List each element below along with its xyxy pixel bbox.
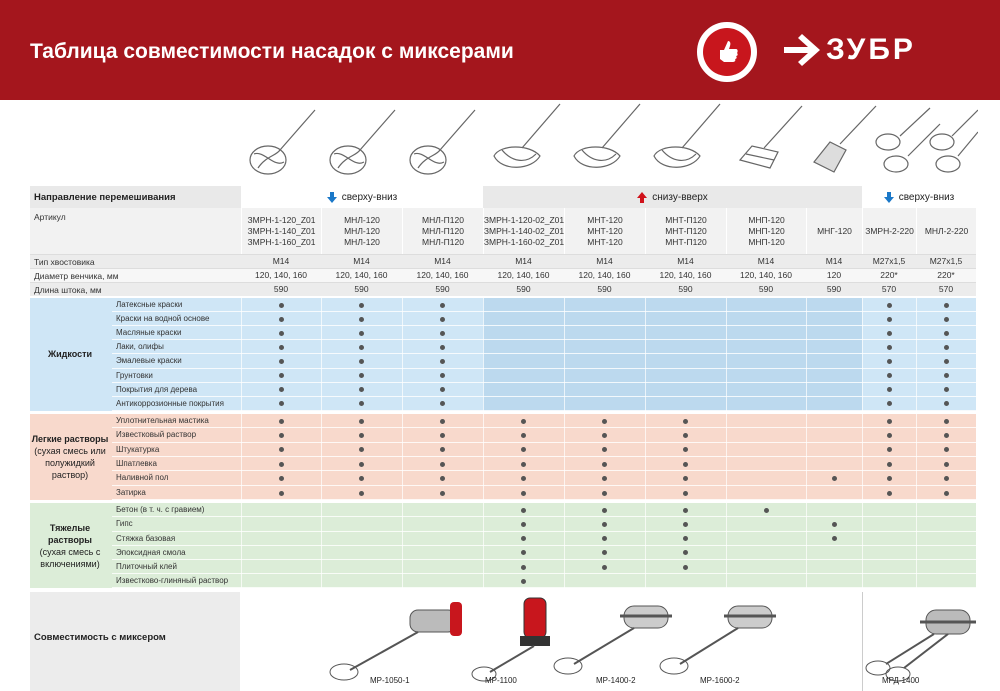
shank-row-value: М14 xyxy=(434,256,451,266)
compatible-dot xyxy=(440,462,445,467)
compatible-dot xyxy=(440,419,445,424)
compatible-dot xyxy=(359,331,364,336)
group-title: Жидкости xyxy=(47,349,93,360)
direction-label: Направление перемешивания xyxy=(34,192,176,203)
mixer-model-label: МРД-1400 xyxy=(882,676,920,685)
compatible-dot xyxy=(602,508,607,513)
compatible-dot xyxy=(683,508,688,513)
article-code: ЗМРН-1-160_Z01 xyxy=(247,236,316,247)
column-separator xyxy=(645,298,646,411)
article-code: МНТ-120 xyxy=(587,225,623,236)
rod-length-row-value: 570 xyxy=(938,284,954,294)
diameter-row-value: 120, 140, 160 xyxy=(659,270,712,280)
material-name: Бетон (в т. ч. с гравием) xyxy=(116,505,205,515)
arrow-up-icon xyxy=(637,192,647,203)
compatible-dot xyxy=(279,419,284,424)
diameter-row-value: 120, 140, 160 xyxy=(335,270,388,280)
shank-row-value: М14 xyxy=(515,256,532,266)
article-code: МНТ-П120 xyxy=(665,214,707,225)
mixer-model-label: МР-1400-2 xyxy=(596,676,636,685)
direction-bottom-up xyxy=(483,186,862,208)
row-separator xyxy=(112,410,976,411)
compatible-dot xyxy=(359,419,364,424)
article-code: МНТ-П120 xyxy=(665,236,707,247)
row-separator xyxy=(112,456,976,457)
row-separator xyxy=(112,587,976,588)
shank-row-value: М14 xyxy=(825,256,843,266)
compatible-dot xyxy=(440,331,445,336)
diameter-row-value: 120, 140, 160 xyxy=(255,270,307,280)
compatible-dot xyxy=(887,303,892,308)
compatible-dot xyxy=(279,447,284,452)
diameter-row-value: 220* xyxy=(880,270,898,280)
compatible-dot xyxy=(279,387,284,392)
group-title-0 xyxy=(30,298,110,411)
article-code: МНГ-120 xyxy=(817,225,852,236)
compatible-dot xyxy=(359,317,364,322)
rod-length-row-value: 590 xyxy=(678,284,693,294)
compatible-dot xyxy=(602,522,607,527)
shank-row-value: М14 xyxy=(596,256,613,266)
compatible-dot xyxy=(887,462,892,467)
compatible-dot xyxy=(521,491,526,496)
mixer-icon xyxy=(472,598,550,681)
article-cell xyxy=(564,208,645,254)
compatible-dot xyxy=(887,447,892,452)
article-code: ЗМРН-1-120-02_Z01 xyxy=(483,214,564,225)
article-code: МНЛ-П120 xyxy=(422,236,464,247)
article-code: МНЛ-П120 xyxy=(422,214,464,225)
compatible-dot xyxy=(944,462,949,467)
compatible-dot xyxy=(683,565,688,570)
column-separator xyxy=(862,298,863,411)
material-name: Краски на водной основе xyxy=(116,314,210,324)
compatible-dot xyxy=(944,317,949,322)
shank-row-value: М14 xyxy=(677,256,694,266)
row-separator xyxy=(112,470,976,471)
direction-text: снизу-вверх xyxy=(652,191,708,203)
compatible-dot xyxy=(359,345,364,350)
diameter-row-value: 120, 140, 160 xyxy=(497,270,550,280)
compatible-dot xyxy=(602,491,607,496)
compatible-dot xyxy=(279,331,284,336)
compatible-dot xyxy=(944,331,949,336)
mixer-icon xyxy=(554,606,672,674)
compatible-dot xyxy=(944,303,949,308)
row-separator xyxy=(112,382,976,383)
row-separator xyxy=(112,499,976,500)
compatible-dot xyxy=(887,359,892,364)
material-name: Лаки, олифы xyxy=(116,342,164,352)
compatible-dot xyxy=(944,419,949,424)
compatible-dot xyxy=(602,462,607,467)
compatible-dot xyxy=(887,373,892,378)
article-code: МНП-120 xyxy=(748,214,785,225)
shank-row-value: М27х1,5 xyxy=(872,256,906,266)
compatible-dot xyxy=(944,476,949,481)
compatible-dot xyxy=(359,491,364,496)
material-name: Затирка xyxy=(116,487,146,497)
compatible-dot xyxy=(359,462,364,467)
compatible-dot xyxy=(279,303,284,308)
mixer-model-label: МР-1100 xyxy=(485,676,517,685)
mixer-icon xyxy=(866,610,976,681)
article-code: ЗМРН-1-120_Z01 xyxy=(247,214,316,225)
compatible-dot xyxy=(359,433,364,438)
compatible-dot xyxy=(440,345,445,350)
compatible-dot xyxy=(279,401,284,406)
compatible-dot xyxy=(521,419,526,424)
shank-row-value: М14 xyxy=(353,256,370,266)
group-subtitle: (сухая смесь с включениями) xyxy=(39,546,101,569)
row-separator xyxy=(112,325,976,326)
compatible-dot xyxy=(944,387,949,392)
material-name: Уплотнительная мастика xyxy=(116,415,209,425)
mixer-model-label: МР-1050-1 xyxy=(370,676,410,685)
material-name: Плиточный клей xyxy=(116,562,177,571)
article-code: МНЛ-120 xyxy=(344,214,380,225)
direction-text: сверху-вниз xyxy=(898,191,955,203)
compatible-dot xyxy=(279,345,284,350)
material-name: Эпоксидная смола xyxy=(116,547,186,557)
rod-length-row-value: 590 xyxy=(435,284,450,294)
direction-top-down xyxy=(241,186,483,208)
row-separator xyxy=(112,485,976,486)
compatible-dot xyxy=(944,447,949,452)
article-code: МНТ-120 xyxy=(587,236,623,247)
material-name: Стяжка базовая xyxy=(116,533,176,543)
rod-length-row-value: 570 xyxy=(881,284,897,294)
compatible-dot xyxy=(887,419,892,424)
compatible-dot xyxy=(944,345,949,350)
compatible-dot xyxy=(279,491,284,496)
material-name: Эмалевые краски xyxy=(116,356,182,366)
compatible-dot xyxy=(440,303,445,308)
compatible-dot xyxy=(521,433,526,438)
row-separator xyxy=(112,396,976,397)
article-code: ЗМРН-1-160-02_Z01 xyxy=(483,236,564,247)
compatible-dot xyxy=(832,536,837,541)
compatible-dot xyxy=(279,359,284,364)
shank-row-value: М27х1,5 xyxy=(929,256,963,266)
article-code: ЗМРН-1-140-02_Z01 xyxy=(483,225,564,236)
diameter-row-value: 120, 140, 160 xyxy=(578,270,631,280)
material-name: Известковый раствор xyxy=(116,430,197,440)
rod-length-row-value: 590 xyxy=(273,284,289,294)
mixer-model-label: МР-1600-2 xyxy=(700,676,740,685)
material-name: Шпатлевка xyxy=(116,459,157,468)
rod-length-row-value: 590 xyxy=(354,284,369,294)
article-cell xyxy=(241,208,321,254)
article-cell xyxy=(806,208,862,254)
compatible-dot xyxy=(521,462,526,467)
material-name: Наливной пол xyxy=(116,473,169,483)
diameter-row-label: Диаметр венчика, мм xyxy=(34,271,119,281)
rod-length-row-value: 590 xyxy=(597,284,612,294)
compatible-dot xyxy=(944,401,949,406)
row-separator xyxy=(112,368,976,369)
material-name: Латексные краски xyxy=(116,300,183,309)
rod-length-row-value: 590 xyxy=(516,284,531,294)
compatible-dot xyxy=(944,491,949,496)
row-separator xyxy=(112,516,976,517)
rod-length-row-value: 590 xyxy=(758,284,774,294)
rod-length-row-label: Длина штока, мм xyxy=(34,285,102,295)
article-cell xyxy=(483,208,564,254)
compatible-dot xyxy=(944,433,949,438)
article-cell xyxy=(402,208,483,254)
compatible-dot xyxy=(440,491,445,496)
article-code: МНП-120 xyxy=(748,225,785,236)
column-separator xyxy=(241,298,242,411)
article-code: ЗМРН-2-220 xyxy=(865,225,914,236)
material-name: Известково-глиняный раствор xyxy=(116,576,229,586)
arrow-down-icon xyxy=(327,192,337,203)
compatible-dot xyxy=(279,317,284,322)
article-cell xyxy=(321,208,402,254)
article-code: ЗМРН-1-140_Z01 xyxy=(247,225,316,236)
direction-top-down xyxy=(862,186,976,208)
article-label: Артикул xyxy=(34,212,66,222)
arrow-down-icon xyxy=(884,192,894,203)
article-cell xyxy=(862,208,916,254)
article-cell xyxy=(726,208,806,254)
rod-length-row-value: 590 xyxy=(826,284,842,294)
row-separator xyxy=(112,545,976,546)
column-separator xyxy=(483,298,484,411)
group-title-1 xyxy=(30,414,110,500)
compatible-dot xyxy=(279,476,284,481)
row-separator xyxy=(112,559,976,560)
material-name: Масляные краски xyxy=(116,328,182,338)
mixer-icon xyxy=(660,606,776,674)
shank-row-value: М14 xyxy=(272,256,290,266)
compatible-dot xyxy=(683,491,688,496)
material-name: Гипс xyxy=(116,519,133,529)
row-separator xyxy=(112,442,976,443)
compatible-dot xyxy=(887,433,892,438)
compatible-dot xyxy=(359,359,364,364)
article-code: МНП-120 xyxy=(748,236,785,247)
compatible-dot xyxy=(602,433,607,438)
article-code: МНЛ-П120 xyxy=(422,225,464,236)
article-cell xyxy=(916,208,976,254)
diameter-row-value: 220* xyxy=(937,270,955,280)
shank-row-label: Тип хвостовика xyxy=(34,257,95,267)
shank-row-value: М14 xyxy=(757,256,775,266)
compatible-dot xyxy=(683,462,688,467)
compatible-dot xyxy=(521,565,526,570)
page-title: Таблица совместимости насадок с миксерами xyxy=(30,40,514,63)
compatible-dot xyxy=(887,387,892,392)
compatible-dot xyxy=(521,508,526,513)
column-separator xyxy=(726,298,727,411)
compatible-dot xyxy=(521,522,526,527)
compatible-dot xyxy=(440,359,445,364)
row-separator xyxy=(112,427,976,428)
article-code: МНЛ-2-220 xyxy=(924,225,969,236)
article-cell xyxy=(645,208,726,254)
row-separator xyxy=(112,573,976,574)
article-code: МНТ-П120 xyxy=(665,225,707,236)
compatible-dot xyxy=(279,433,284,438)
compatible-dot xyxy=(683,522,688,527)
compatible-dot xyxy=(440,433,445,438)
group-title: Тяжелые растворы xyxy=(47,522,92,545)
material-name: Грунтовки xyxy=(116,370,153,380)
compatible-dot xyxy=(887,331,892,336)
compatible-dot xyxy=(683,419,688,424)
compatible-dot xyxy=(832,476,837,481)
column-separator xyxy=(321,298,322,411)
article-code: МНЛ-120 xyxy=(344,225,380,236)
diameter-row-value: 120, 140, 160 xyxy=(416,270,469,280)
compatible-dot xyxy=(944,373,949,378)
brand-name: ЗУБР xyxy=(826,33,916,66)
column-separator xyxy=(402,298,403,411)
row-separator xyxy=(112,531,976,532)
compatible-dot xyxy=(440,317,445,322)
column-separator xyxy=(916,298,917,411)
group-title-2 xyxy=(30,503,110,588)
article-code: МНТ-120 xyxy=(587,214,623,225)
compatible-dot xyxy=(887,317,892,322)
mixer-icon xyxy=(330,602,462,680)
compatible-dot xyxy=(683,433,688,438)
material-name: Штукатурка xyxy=(116,444,160,454)
row-separator xyxy=(112,339,976,340)
compatible-dot xyxy=(521,579,526,584)
compatible-dot xyxy=(602,419,607,424)
compatible-dot xyxy=(887,476,892,481)
article-code: МНЛ-120 xyxy=(344,236,380,247)
compatible-dot xyxy=(887,345,892,350)
compatible-dot xyxy=(887,491,892,496)
material-name: Покрытия для дерева xyxy=(116,384,198,394)
compatibility-label: Совместимость с миксером xyxy=(34,632,166,643)
compatible-dot xyxy=(764,508,769,513)
direction-text: сверху-вниз xyxy=(341,191,398,203)
compatible-dot xyxy=(602,565,607,570)
material-name: Антикоррозионные покрытия xyxy=(116,398,224,408)
compatible-dot xyxy=(359,303,364,308)
compatible-dot xyxy=(832,522,837,527)
compatible-dot xyxy=(887,401,892,406)
column-separator xyxy=(806,298,807,411)
diameter-row-value: 120 xyxy=(826,270,842,280)
compatible-dot xyxy=(944,359,949,364)
compatible-dot xyxy=(279,462,284,467)
group-title: Легкие растворы xyxy=(31,433,109,444)
row-separator xyxy=(112,353,976,354)
group-subtitle: (сухая смесь или полужидкий раствор) xyxy=(34,445,106,480)
row-separator xyxy=(112,311,976,312)
column-separator xyxy=(564,298,565,411)
compatible-dot xyxy=(279,373,284,378)
diameter-row-value: 120, 140, 160 xyxy=(740,270,792,280)
